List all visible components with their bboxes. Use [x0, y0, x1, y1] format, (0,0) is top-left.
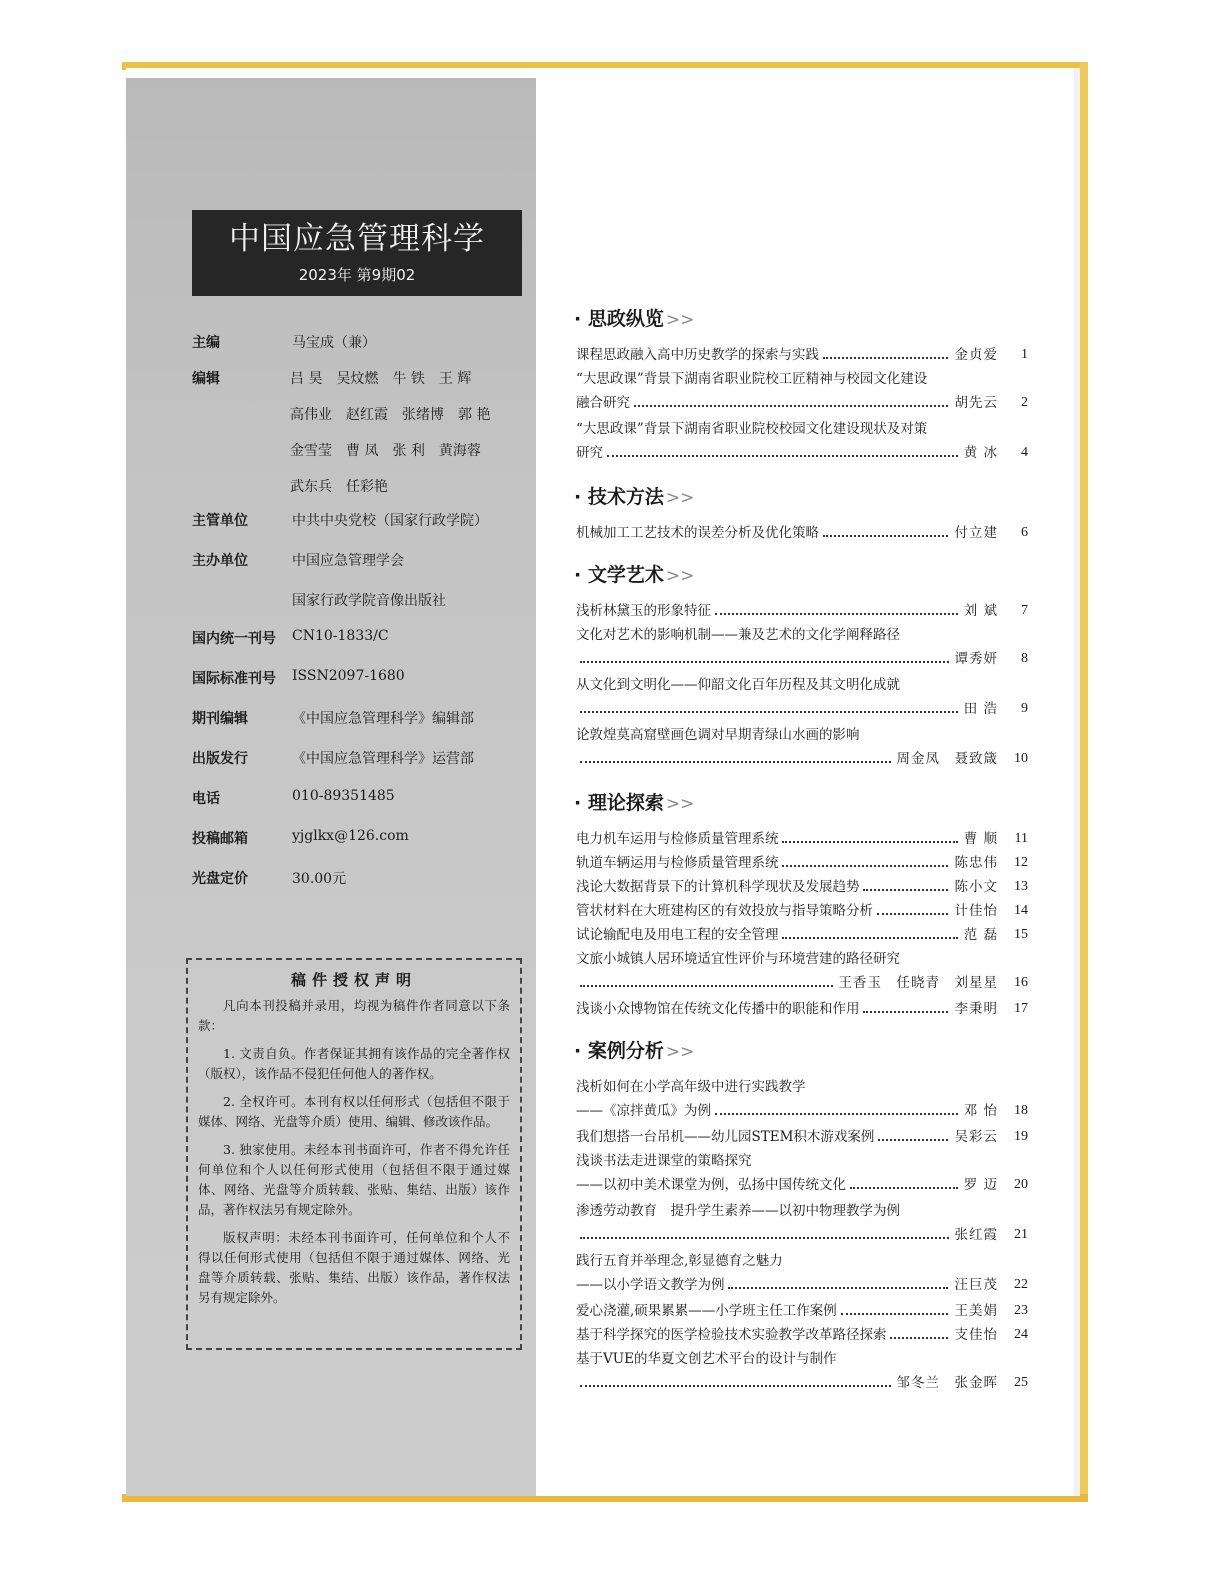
- toc-entry-title: 试论输配电及用电工程的安全管理: [576, 927, 779, 943]
- toc-entry-author: 罗 迈: [963, 1177, 998, 1193]
- value-publishing: 《中国应急管理科学》运营部: [292, 751, 474, 767]
- toc-entry: [576, 1372, 1028, 1394]
- toc-entry-page: 23: [1014, 1303, 1028, 1318]
- toc-entry-page: 11: [1014, 831, 1028, 846]
- toc-entry-page: 13: [1014, 879, 1028, 894]
- toc-entry-title: 课程思政融入高中历史教学的探索与实践: [576, 347, 819, 363]
- toc-entry: [576, 1274, 1028, 1296]
- toc-entry: [576, 1174, 1028, 1196]
- notice-clause-3: 3. 独家使用。未经本刊书面许可，作者不得允许任何单位和个人以任何形式使用（包括但不限于通过媒体、网络、光盘等介质转载、张贴、集结、出版）该作品，著作权法另有规定除外。: [198, 1142, 510, 1217]
- toc-entry-author: 陈小文: [954, 879, 998, 895]
- toc-entry-page: 8: [1021, 651, 1028, 666]
- notice-clause-1: 1. 文责自负。作者保证其拥有该作品的完全著作权（版权），该作品不侵犯任何他人的著作权。: [198, 1046, 510, 1081]
- toc-entry-author: 支佳怡: [954, 1327, 998, 1343]
- value-editor-in-chief: 马宝成（兼）: [292, 335, 376, 351]
- toc-leader-dots: [823, 535, 949, 537]
- editor-name: 张绪博: [402, 407, 444, 423]
- toc-entry-author: 范 磊: [963, 927, 998, 943]
- toc-leader-dots: [580, 1385, 891, 1387]
- toc-entry-author: 田 浩: [963, 701, 998, 717]
- toc-entry-title-line: 文旅小城镇人居环境适宜性评价与环境营建的路径研究: [576, 951, 900, 967]
- toc-leader-dots: [863, 1011, 948, 1013]
- editor-name: 黄海蓉: [438, 443, 481, 459]
- toc-entry-title: 管状材料在大班建构区的有效投放与指导策略分析: [576, 903, 873, 919]
- toc-entry-title: 浅谈小众博物馆在传统文化传播中的职能和作用: [576, 1001, 860, 1017]
- toc-entry: [576, 1100, 1028, 1122]
- toc-leader-dots: [782, 841, 957, 843]
- notice-clause-2: 2. 全权许可。本刊有权以任何形式（包括但不限于媒体、网络、光盘等介质）使用、编辑、修改该作品。: [198, 1094, 510, 1129]
- label-cn: 国内统一刊号: [192, 631, 276, 647]
- toc-entry-title: 电力机车运用与检修质量管理系统: [576, 831, 779, 847]
- editor-name: 郭 艳: [458, 407, 491, 423]
- toc-entry-author: 王美娟: [954, 1303, 998, 1319]
- toc-entry-page: 21: [1014, 1227, 1028, 1242]
- toc-entry-title-line: 从文化到文明化——仰韶文化百年历程及其文明化成就: [576, 677, 900, 693]
- toc-entry-title: ——以小学语文教学为例: [576, 1277, 725, 1293]
- label-editors: 编辑: [192, 371, 220, 387]
- toc-entry-page: 2: [1021, 395, 1028, 410]
- toc-leader-dots: [580, 1237, 949, 1239]
- toc-entry-author: 金贞爱: [954, 347, 998, 363]
- toc-entry-title: 融合研究: [576, 395, 630, 411]
- page-edge-right: [1080, 62, 1088, 1502]
- toc-entry-title: 基于科学探究的医学检验技术实验教学改革路径探索: [576, 1327, 887, 1343]
- toc-entry: [576, 344, 1028, 366]
- journal-title: 中国应急管理科学: [229, 221, 485, 257]
- toc-entry-page: 22: [1014, 1277, 1028, 1292]
- toc-leader-dots: [728, 1287, 948, 1289]
- toc-entry-page: 19: [1014, 1129, 1028, 1144]
- label-phone: 电话: [192, 791, 220, 807]
- label-supervisor: 主管单位: [192, 513, 248, 529]
- toc-entry-author: 陈忠伟: [954, 855, 998, 871]
- toc-entry-title: 研究: [576, 445, 603, 461]
- editor-name: 吕 昊: [290, 371, 323, 387]
- editor-name: 王 辉: [438, 371, 472, 387]
- toc-entry-page: 12: [1014, 855, 1028, 870]
- toc-entry: [576, 828, 1028, 850]
- toc-entry-page: 17: [1014, 1001, 1028, 1016]
- toc-entry-page: 16: [1014, 975, 1028, 990]
- toc-entry-title: 轨道车辆运用与检修质量管理系统: [576, 855, 779, 871]
- toc-entry: [576, 900, 1028, 922]
- toc-entry-page: 18: [1014, 1103, 1028, 1118]
- document-page: [126, 68, 1080, 1496]
- toc-entry-author: 胡先云: [954, 395, 998, 411]
- toc-entry-title-line: 浅析如何在小学高年级中进行实践教学: [576, 1079, 806, 1095]
- toc-entry: [576, 442, 1028, 464]
- toc-entry-title-line: 文化对艺术的影响机制——兼及艺术的文化学阐释路径: [576, 627, 900, 643]
- toc-entry-author: 李秉明: [954, 1001, 998, 1017]
- toc-entry-author: 邹冬兰 张金晖: [896, 1375, 998, 1391]
- toc-entry-title: 机械加工工艺技术的误差分析及优化策略: [576, 525, 819, 541]
- toc-entry-title: 爱心浇灌,硕果累累——小学班主任工作案例: [576, 1303, 837, 1319]
- toc-leader-dots: [580, 761, 891, 763]
- toc-entry: [576, 998, 1028, 1020]
- toc-entry-title: 浅论大数据背景下的计算机科学现状及发展趋势: [576, 879, 860, 895]
- value-price: 30.00元: [292, 871, 347, 887]
- notice-copyright: 版权声明：未经本刊书面许可，任何单位和个人不得以任何形式使用（包括但不限于通过媒体、网络、光盘等介质转载、张贴、集结、出版）该作品，著作权法另有规定除外。: [198, 1230, 510, 1305]
- editors-row: [290, 404, 504, 424]
- toc-entry-author: 汪巨茂: [954, 1277, 998, 1293]
- toc-leader-dots: [580, 711, 958, 713]
- toc-entry-title: 我们想搭一台吊机——幼儿园STEM积木游戏案例: [576, 1129, 875, 1145]
- toc-entry-title: 浅析林黛玉的形象特征: [576, 603, 711, 619]
- toc-entry-author: 计佳怡: [954, 903, 998, 919]
- toc-leader-dots: [782, 865, 948, 867]
- toc-entry: [576, 876, 1028, 898]
- toc-section-heading: · 文学艺术 >>: [574, 564, 695, 586]
- toc-leader-dots: [878, 1139, 948, 1141]
- toc-entry: [576, 924, 1028, 946]
- toc-entry-author: 吴彩云: [954, 1129, 998, 1145]
- toc-leader-dots: [715, 613, 958, 615]
- value-sponsor-2: 国家行政学院音像出版社: [292, 593, 446, 609]
- toc-entry-page: 20: [1014, 1177, 1028, 1192]
- toc-section-heading: · 理论探索 >>: [574, 792, 695, 814]
- toc-leader-dots: [841, 1313, 949, 1315]
- toc-leader-dots: [580, 985, 833, 987]
- toc-entry-page: 6: [1021, 525, 1028, 540]
- toc-entry-page: 24: [1014, 1327, 1028, 1342]
- toc-entry-title: ——《凉拌黄瓜》为例: [576, 1103, 711, 1119]
- notice-title: 稿件授权声明: [290, 971, 417, 989]
- toc-entry-title-line: 基于VUE的华夏文创艺术平台的设计与制作: [576, 1351, 837, 1367]
- toc-entry: [576, 972, 1028, 994]
- label-issn: 国际标准刊号: [192, 671, 276, 687]
- toc-entry-page: 7: [1021, 603, 1028, 618]
- value-editing: 《中国应急管理科学》编辑部: [292, 711, 474, 727]
- toc-entry-page: 9: [1021, 701, 1028, 716]
- label-price: 光盘定价: [192, 871, 248, 887]
- toc-leader-dots: [607, 455, 958, 457]
- toc-entry-page: 15: [1014, 927, 1028, 942]
- toc-entry-title-line: 践行五育并举理念,彰显德育之魅力: [576, 1253, 783, 1269]
- toc-entry: [576, 1224, 1028, 1246]
- toc-entry-author: 邓 怡: [963, 1103, 998, 1119]
- toc-entry: [576, 1300, 1028, 1322]
- toc-entry: [576, 1126, 1028, 1148]
- label-sponsor: 主办单位: [192, 553, 248, 569]
- toc-leader-dots: [850, 1187, 958, 1189]
- toc-entry-title-line: 渗透劳动教育 提升学生素养——以初中物理教学为例: [576, 1203, 900, 1219]
- value-email: yjglkx@126.com: [292, 828, 409, 844]
- toc-entry: [576, 1324, 1028, 1346]
- toc-leader-dots: [634, 405, 949, 407]
- label-email: 投稿邮箱: [192, 831, 248, 847]
- copyright-notice-box: [186, 958, 522, 1350]
- toc-section-heading: · 技术方法 >>: [574, 486, 695, 508]
- toc-entry: [576, 648, 1028, 670]
- label-editing: 期刊编辑: [192, 711, 248, 727]
- toc-leader-dots: [715, 1113, 958, 1115]
- toc-entry-page: 25: [1014, 1375, 1028, 1390]
- editors-row: [290, 368, 485, 388]
- toc-entry: [576, 852, 1028, 874]
- toc-entry-author: 付立建: [954, 525, 998, 541]
- toc-entry-title-line: “大思政课”背景下湖南省职业院校校园文化建设现状及对策: [576, 421, 928, 437]
- toc-entry-title: ——以初中美术课堂为例，弘扬中国传统文化: [576, 1177, 846, 1193]
- editors-row: [290, 476, 402, 496]
- editor-name: 吴炆燃: [336, 371, 379, 387]
- toc-entry-author: 王香玉 任晓青 刘星星: [838, 975, 998, 991]
- editor-name: 任彩艳: [346, 479, 388, 495]
- toc-entry-page: 1: [1021, 347, 1028, 362]
- toc-leader-dots: [782, 937, 957, 939]
- toc-entry-page: 10: [1014, 751, 1028, 766]
- toc-entry: [576, 392, 1028, 414]
- toc-entry-page: 4: [1021, 445, 1028, 460]
- editor-name: 金雪莹: [290, 443, 332, 459]
- toc-entry: [576, 522, 1028, 544]
- toc-leader-dots: [890, 1337, 948, 1339]
- toc-entry-author: 张红霞: [954, 1227, 998, 1243]
- journal-title-box: [192, 210, 522, 296]
- value-sponsor-1: 中国应急管理学会: [292, 553, 404, 569]
- toc-entry-title-line: 浅谈书法走进课堂的策略探究: [576, 1153, 752, 1169]
- toc-entry: [576, 748, 1028, 770]
- toc-entry-author: 周金凤 聂致箴: [896, 751, 998, 767]
- editor-name: 武东兵: [290, 479, 332, 495]
- next-page-strip: [1074, 68, 1080, 1496]
- journal-issue: 2023年 第9期02: [298, 266, 416, 284]
- toc-entry: [576, 600, 1028, 622]
- notice-intro: 凡向本刊投稿并录用，均视为稿件作者同意以下条款：: [198, 998, 510, 1033]
- editor-name: 赵红霞: [346, 407, 388, 423]
- value-cn: CN10-1833/C: [292, 628, 389, 644]
- editors-row: [290, 440, 495, 460]
- toc-leader-dots: [580, 661, 949, 663]
- editor-name: 牛 铁: [392, 371, 425, 387]
- toc-entry-title-line: “大思政课”背景下湖南省职业院校工匠精神与校园文化建设: [576, 371, 928, 387]
- toc-entry-author: 谭秀妍: [954, 651, 998, 667]
- editor-name: 曹 凤: [346, 443, 379, 459]
- toc-leader-dots: [863, 889, 948, 891]
- editor-name: 高伟业: [290, 407, 332, 423]
- label-publishing: 出版发行: [192, 751, 248, 767]
- value-phone: 010-89351485: [292, 788, 395, 804]
- toc-entry-page: 14: [1014, 903, 1028, 918]
- toc-entry-title-line: 论敦煌莫高窟壁画色调对早期青绿山水画的影响: [576, 727, 860, 743]
- toc-leader-dots: [877, 913, 949, 915]
- label-editor-in-chief: 主编: [192, 335, 220, 351]
- value-issn: ISSN2097-1680: [292, 668, 405, 684]
- toc-entry-author: 刘 斌: [963, 603, 998, 619]
- toc-leader-dots: [823, 357, 949, 359]
- toc-section-heading: · 案例分析 >>: [574, 1040, 695, 1062]
- toc-entry-author: 黄 冰: [963, 445, 998, 461]
- toc-entry-author: 曹 顺: [963, 831, 998, 847]
- toc-section-heading: · 思政纵览 >>: [574, 308, 695, 330]
- value-supervisor: 中共中央党校（国家行政学院）: [292, 513, 488, 529]
- editor-name: 张 利: [392, 443, 425, 459]
- toc-entry: [576, 698, 1028, 720]
